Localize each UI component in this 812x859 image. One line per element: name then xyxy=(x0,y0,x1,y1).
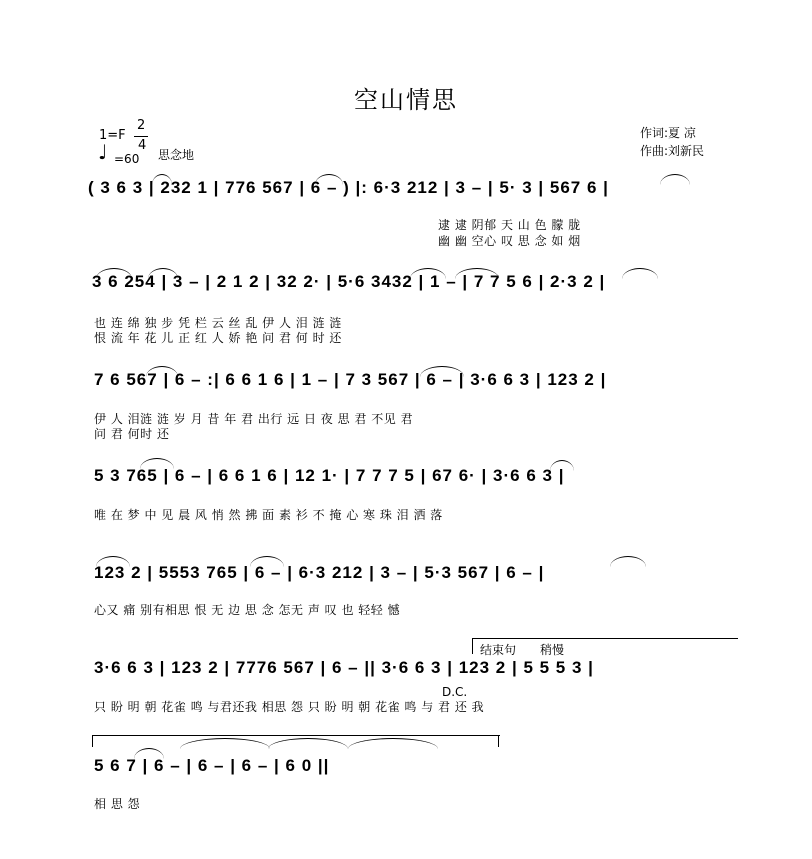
system-4-notes: 5 3 765 | 6 – | 6 6 1 6 | 12 1· | 7 7 7 5 | 67 6· | 3·6 6 3 | xyxy=(94,466,565,485)
system-2-notes: 3 6 254 | 3 – | 2 1 2 | 32 2· | 5·6 3432 | 1 – | 7 7 5 6 | 2·3 2 | xyxy=(92,272,606,291)
coda-bracket-left xyxy=(472,638,473,654)
slur-mark xyxy=(134,748,164,759)
system-5-lyrics-verse-1: 心又 痛 别有相思 恨 无 边 思 念 怎无 声 叹 也 轻轻 憾 xyxy=(94,603,401,617)
slur-mark xyxy=(146,366,178,377)
expression-marking: 思念地 xyxy=(158,148,195,162)
key-signature: 1=F xyxy=(99,128,126,143)
song-title: 空山情思 xyxy=(354,86,458,114)
time-signature-line xyxy=(134,136,148,137)
slur-mark xyxy=(152,174,172,185)
system-7-lyrics-verse-1: 相 思 怨 xyxy=(94,797,141,811)
system-2-lyrics-verse-2: 恨 流 年 花 儿 正 红 人 娇 艳 问 君 何 时 还 xyxy=(94,331,342,345)
system-3-notes: 7 6 567 | 6 – :| 6 6 1 6 | 1 – | 7 3 567 | 6 – | 3·6 6 3 | 123 2 | xyxy=(94,370,607,389)
slur-mark xyxy=(420,366,464,377)
slur-mark xyxy=(610,556,646,567)
system-3-lyrics-verse-2: 问 君 何时 还 xyxy=(94,427,170,441)
slur-mark xyxy=(268,738,348,749)
coda-bracket-line xyxy=(472,638,738,639)
final-tie-right xyxy=(498,735,499,747)
slur-mark xyxy=(660,174,690,185)
coda-tempo: 稍慢 xyxy=(540,643,565,657)
slur-mark xyxy=(140,458,174,469)
system-7-notes: 5 6 7 | 6 – | 6 – | 6 – | 6 0 || xyxy=(94,756,330,775)
composer-credit: 作曲:刘新民 xyxy=(640,144,705,158)
system-3-lyrics-verse-1: 伊 人 泪涟 涟 岁 月 昔 年 君 出行 远 日 夜 思 君 不见 君 xyxy=(94,412,414,426)
system-5-notes: 123 2 | 5553 765 | 6 – | 6·3 212 | 3 – | 5·3 567 | 6 – | xyxy=(94,563,545,582)
system-2-lyrics-verse-1: 也 连 绵 独 步 凭 栏 云 丝 乱 伊 人 泪 涟 涟 xyxy=(94,316,342,330)
system-4-lyrics-verse-1: 唯 在 梦 中 见 晨 风 悄 然 拂 面 素 衫 不 掩 心 寒 珠 泪 洒 落 xyxy=(94,508,443,522)
slur-mark xyxy=(96,268,132,279)
lyricist-credit: 作词:夏 凉 xyxy=(640,126,696,140)
slur-mark xyxy=(622,268,658,279)
coda-label: 结束句 xyxy=(480,643,517,657)
system-6-notes: 3·6 6 3 | 123 2 | 7776 567 | 6 – || 3·6 6 3 | 123 2 | 5 5 5 3 | xyxy=(94,658,594,677)
slur-mark xyxy=(348,738,438,749)
system-1-lyrics-verse-1: 逮 逮 阴郁 天 山 色 朦 胧 xyxy=(438,218,581,232)
slur-mark xyxy=(315,174,343,185)
da-capo-marking: D.C. xyxy=(442,685,468,699)
slur-mark xyxy=(550,460,574,471)
system-1-notes: ( 3 6 3 | 232 1 | 776 567 | 6 – ) |: 6·3 212 | 3 – | 5· 3 | 567 6 | xyxy=(88,178,609,197)
slur-mark xyxy=(148,268,178,279)
slur-mark xyxy=(455,268,499,279)
slur-mark xyxy=(180,738,270,749)
final-tie-line xyxy=(92,735,500,736)
slur-mark xyxy=(96,556,130,567)
slur-mark xyxy=(410,268,446,279)
tempo-marking: =60 xyxy=(114,152,140,166)
system-1-lyrics-verse-2: 幽 幽 空心 叹 思 念 如 烟 xyxy=(438,234,581,248)
time-signature-bottom: 4 xyxy=(138,138,147,153)
slur-mark xyxy=(250,556,284,567)
final-tie-left xyxy=(92,735,93,747)
system-6-lyrics-verse-1: 只 盼 明 朝 花雀 鸣 与君还我 相思 怨 只 盼 明 朝 花雀 鸣 与 君 还 我 xyxy=(94,700,485,714)
time-signature-top: 2 xyxy=(137,118,146,133)
quarter-note-icon: ♩ xyxy=(98,140,108,164)
